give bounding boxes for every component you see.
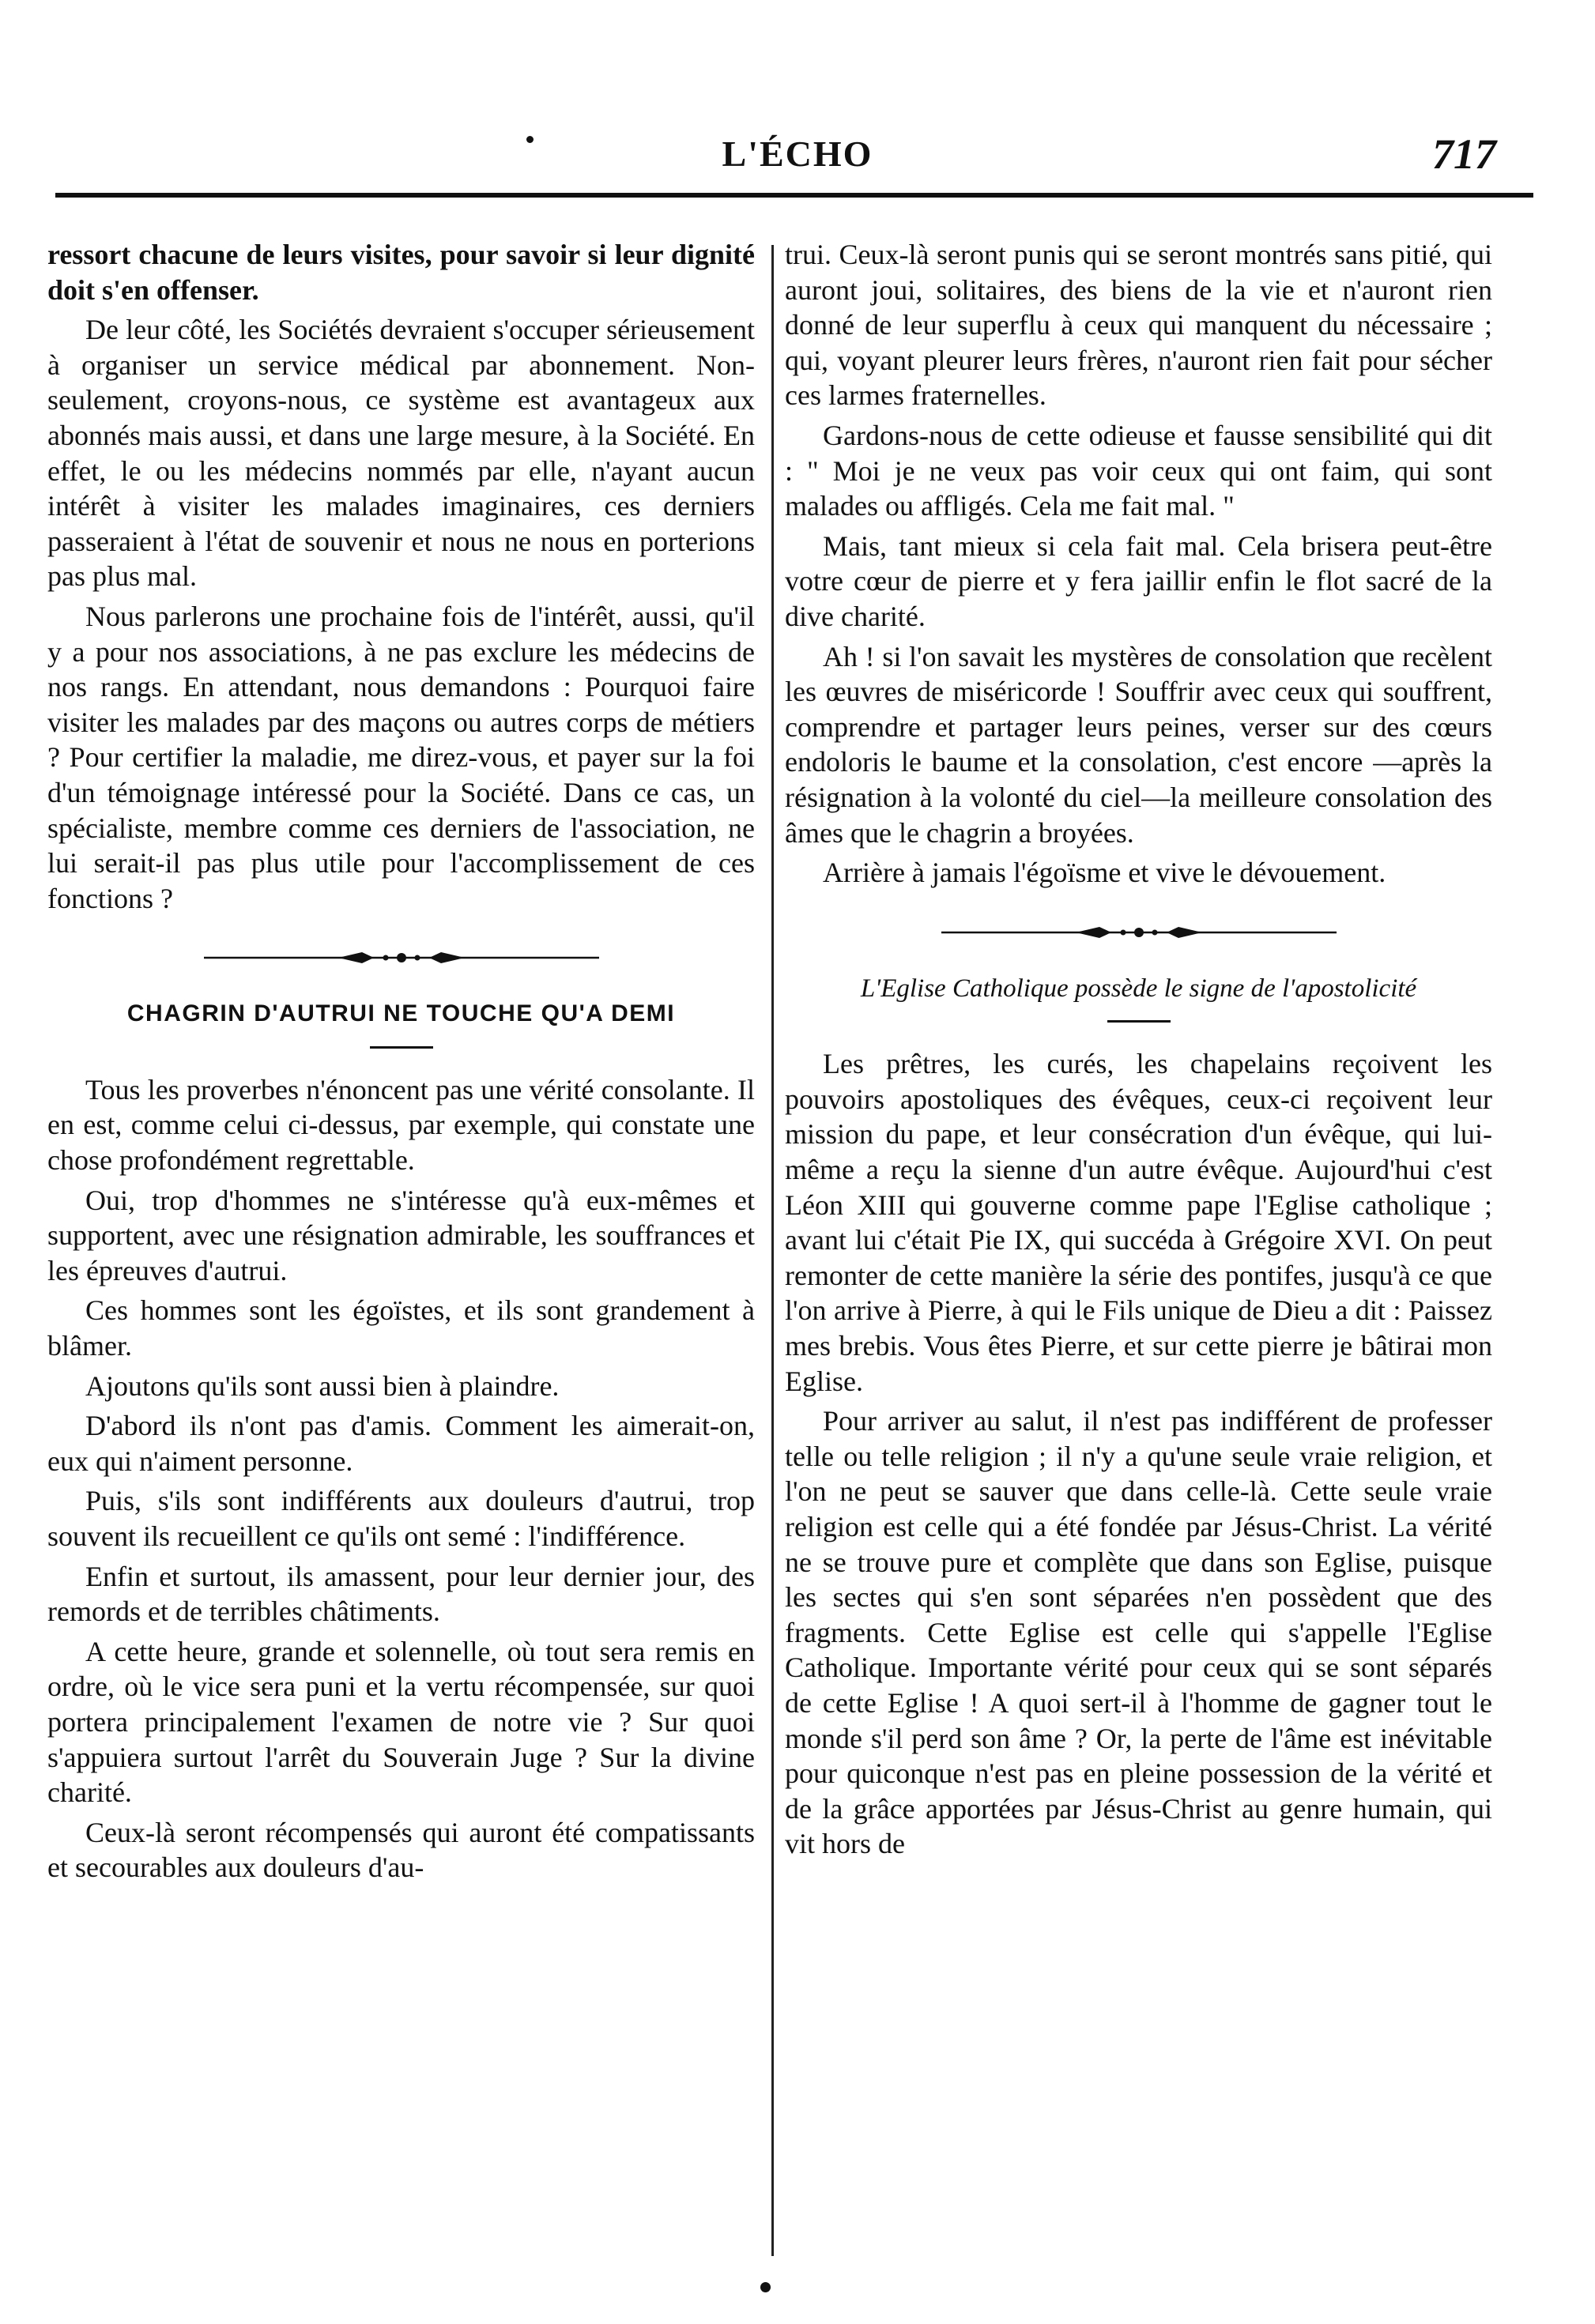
- paragraph: D'abord ils n'ont pas d'amis. Comment les aimerait-on, eux qui n'aiment personne.: [47, 1410, 755, 1477]
- paragraph: Ceux-là seront récompensés qui auront été compatissants et secourables aux douleurs d'au-: [47, 1816, 755, 1884]
- article-title: L'Eglise Catholique possède le signe de l'apostolicité: [860, 974, 1417, 1003]
- journal-title: L'ÉCHO: [722, 134, 873, 174]
- paragraph: Arrière à jamais l'égoïsme et vive le dévouement.: [823, 857, 1386, 889]
- paragraph: De leur côté, les Sociétés devraient s'occuper sérieusement à organiser un service médical par abonnement. Non-seulement, croyons-nous, ce système est avantageux aux abonnés mais aussi, et dans une large mesure, à la Société. En effet, le ou les médecins nommés par elle, n'ayant aucun intérêt à visiter les malades imaginaires, ces derniers passeraient à l'état de souvenir et nous ne nous en porterions pas plus mal.: [47, 314, 755, 593]
- paragraph: A cette heure, grande et solennelle, où tout sera remis en ordre, où le vice sera puni et la vertu récompensée, sur quoi portera principalement l'examen de notre vie ? Sur quoi s'appuiera surtout l'arrêt du Souverain Juge ? Sur la divine charité.: [47, 1635, 755, 1809]
- ornament-divider: [941, 924, 1337, 941]
- paragraph: Tous les proverbes n'énoncent pas une vérité consolante. Il en est, comme celui ci-dessus, par exemple, qui constate une chose profondément regrettable.: [47, 1073, 755, 1177]
- paragraph-continued: ressort chacune de leurs visites, pour savoir si leur dignité doit s'en offenser.: [47, 239, 755, 306]
- paragraph: Ah ! si l'on savait les mystères de consolation que recèlent les œuvres de miséricorde ! Souffrir avec ceux qui souffrent, comprendre et partager leurs peines, verser sur des cœurs endoloris le baume et la consolation, c'est encore —après la résignation à la volonté du ciel—la meilleure consolation des âmes que le chagrin a broyées.: [785, 640, 1492, 849]
- paragraph: Les prêtres, les curés, les chapelains reçoivent les pouvoirs apostoliques des évêques, ceux-ci reçoivent leur mission du pape, et leur consécration d'un évêque, qui lui-même a reçu la sienne d'un autre évêque. Aujourd'hui c'est Léon XIII qui gouverne comme pape l'Eglise catholique ; avant lui c'était Pie IX, qui succéda à Grégoire XVI. On peut remonter de cette manière la série des pontifes, jusqu'à ce que l'on arrive à Pierre, à qui le Fils unique de Dieu a dit : Paissez mes brebis. Vous êtes Pierre, et sur cette pierre je bâtirai mon Eglise.: [785, 1048, 1492, 1397]
- paragraph: Ces hommes sont les égoïstes, et ils sont grandement à blâmer.: [47, 1294, 755, 1362]
- article-title: CHAGRIN D'AUTRUI NE TOUCHE QU'A DEMI: [126, 1000, 676, 1027]
- paragraph: Gardons-nous de cette odieuse et fausse sensibilité qui dit : " Moi je ne veux pas voir ceux qui ont faim, qui sont malades ou affligés. Cela me fait mal. ": [785, 419, 1492, 522]
- paragraph: Pour arriver au salut, il n'est pas indifférent de professer telle ou telle religion ; il n'y a qu'une seule vraie religion, et l'on ne peut se sauver que dans celle-là. Cette seule vraie religion est celle qui a été fondée par Jésus-Christ. La vérité ne se trouve pure et complète que dans son Eglise, puisque les sectes qui s'en sont séparées n'en possèdent que des fragments. Cette Eglise est celle qui s'appelle l'Eglise Catholique. Importante vérité pour ceux qui se sont séparés de cette Eglise ! A quoi sert-il à l'homme de gagner tout le monde s'il perd son âme ? Or, la perte de l'âme est inévitable pour quiconque n'est pas en pleine possession de la vérité et de la grâce apportées par Jésus-Christ au genre humain, qui vit hors de: [785, 1405, 1492, 1860]
- paragraph: Enfin et surtout, ils amassent, pour leur dernier jour, des remords et de terribles châtiments.: [47, 1560, 755, 1628]
- ornament-divider: [204, 949, 599, 966]
- paragraph: Puis, s'ils sont indifférents aux douleurs d'autrui, trop souvent ils recueillent ce qu'ils ont semé : l'indifférence.: [47, 1485, 755, 1552]
- page-number: 717: [1432, 130, 1496, 178]
- paragraph: Mais, tant mieux si cela fait mal. Cela brisera peut-être votre cœur de pierre et y fera jaillir enfin le flot sacré de la dive charité.: [785, 529, 1492, 632]
- column-divider: [771, 245, 774, 2256]
- right-column: [785, 237, 1492, 1866]
- paragraph-continued: trui. Ceux-là seront punis qui se seront montrés sans pitié, qui auront joui, solitaires, des biens de la vie et n'auront rien donné de leur superflu à ceux qui manquent du nécessaire ; qui, voyant pleurer leurs frères, n'auront rien fait pour sécher ces larmes fraternelles.: [785, 239, 1492, 412]
- paragraph: Ajoutons qu'ils sont aussi bien à plaindre.: [85, 1369, 560, 1402]
- print-speck: [526, 136, 534, 143]
- left-column: [47, 237, 755, 1890]
- header-rule: [55, 193, 1533, 198]
- print-speck: [760, 2282, 771, 2292]
- title-rule: [1107, 1020, 1171, 1023]
- title-rule: [370, 1046, 433, 1049]
- paragraph: Nous parlerons une prochaine fois de l'intérêt, aussi, qu'il y a pour nos associations, à ne pas exclure les médecins de nos rangs. En attendant, nous demandons : Pourquoi faire visiter les malades par des maçons ou autres corps de métiers ? Pour certifier la maladie, me direz-vous, et payer sur la foi d'un témoignage intéressé pour la Société. Dans ce cas, un spécialiste, membre comme ces derniers de l'association, ne lui serait-il pas plus utile pour l'accomplissement de ces fonctions ?: [47, 600, 755, 914]
- paragraph: Oui, trop d'hommes ne s'intéresse qu'à eux-mêmes et supportent, avec une résignation admirable, les souffrances et les épreuves d'autrui.: [47, 1184, 755, 1286]
